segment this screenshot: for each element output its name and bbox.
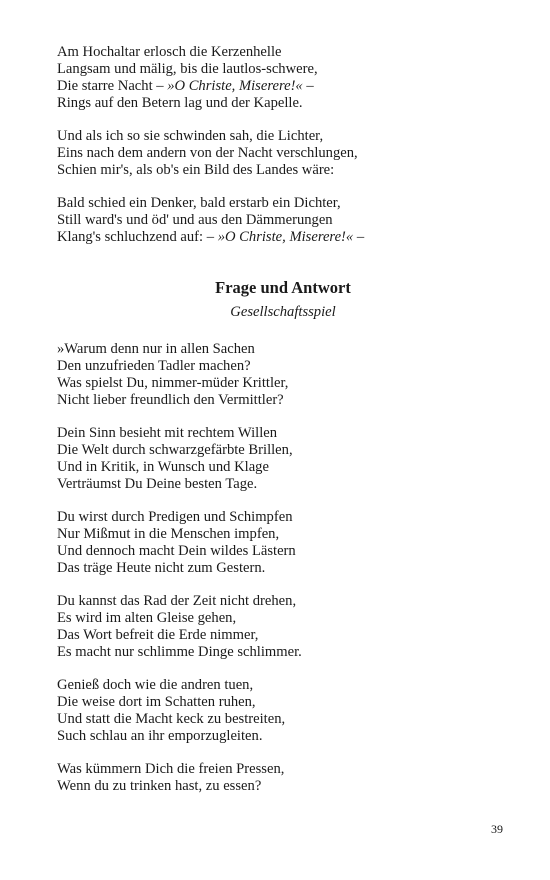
verse-text: Den unzufrieden Tadler machen? <box>57 358 251 374</box>
verse-line <box>57 44 497 61</box>
verse-text: Still ward's und öd' und aus den Dämmerungen <box>57 212 333 228</box>
verse-text: Dein Sinn besieht mit rechtem Willen <box>57 425 278 441</box>
verse-line <box>57 677 497 694</box>
verse-text: Verträumst Du Deine besten Tage. <box>57 476 258 492</box>
verse-line <box>57 610 497 627</box>
stanza <box>57 128 497 179</box>
verse-line <box>57 526 497 543</box>
verse-line <box>57 560 497 577</box>
poem-title: Frage und Antwort <box>215 278 351 297</box>
verse-line <box>57 162 497 179</box>
verse-line <box>57 95 497 112</box>
verse-line <box>57 229 497 246</box>
verse-text: Langsam und mälig, bis die lautlos-schwere, <box>57 61 318 77</box>
verse-text: Die weise dort im Schatten ruhen, <box>57 694 256 710</box>
stanza <box>57 341 497 409</box>
verse-text: Es wird im alten Gleise gehen, <box>57 610 237 626</box>
stanza <box>57 761 497 795</box>
verse-text: Das träge Heute nicht zum Gestern. <box>57 560 266 576</box>
stanza <box>57 425 497 493</box>
verse-italic: »O Christe, Miserere!« <box>167 78 303 94</box>
page-content <box>57 44 497 811</box>
verse-text: Schien mir's, als ob's ein Bild des Landes wäre: <box>57 162 335 178</box>
verse-line <box>57 425 497 442</box>
verse-line <box>57 476 497 493</box>
verse-text: Such schlau an ihr emporzugleiten. <box>57 728 263 744</box>
verse-text-after: – <box>353 229 365 245</box>
verse-line <box>57 627 497 644</box>
verse-text: Wenn du zu trinken hast, zu essen? <box>57 778 262 794</box>
verse-text-after: – <box>302 78 314 94</box>
verse-text: Nicht lieber freundlich den Vermittler? <box>57 392 284 408</box>
poem-one <box>57 44 497 246</box>
verse-text: Am Hochaltar erlosch die Kerzenhelle <box>57 44 282 60</box>
verse-text: Und dennoch macht Dein wildes Lästern <box>57 543 296 559</box>
verse-text: Du wirst durch Predigen und Schimpfen <box>57 509 293 525</box>
verse-text: Klang's schluchzend auf: – <box>57 229 218 245</box>
verse-line <box>57 358 497 375</box>
verse-text: Und statt die Macht keck zu bestreiten, <box>57 711 286 727</box>
verse-line <box>57 78 497 95</box>
stanza <box>57 677 497 745</box>
verse-line <box>57 694 497 711</box>
verse-italic: »O Christe, Miserere!« <box>217 229 354 245</box>
verse-text: Rings auf den Betern lag und der Kapelle. <box>57 95 303 111</box>
verse-text: Und als ich so sie schwinden sah, die Lichter, <box>57 128 324 144</box>
stanza <box>57 44 497 112</box>
verse-text: Nur Mißmut in die Menschen impfen, <box>57 526 280 542</box>
verse-text: Die starre Nacht – <box>57 78 168 94</box>
verse-text: Eins nach dem andern von der Nacht verschlungen, <box>57 145 358 161</box>
verse-line <box>57 761 497 778</box>
verse-line <box>57 375 497 392</box>
verse-text: Was spielst Du, nimmer-müder Krittler, <box>57 375 289 391</box>
verse-line <box>57 212 497 229</box>
verse-line <box>57 145 497 162</box>
verse-text: Genieß doch wie die andren tuen, <box>57 677 254 693</box>
verse-line <box>57 128 497 145</box>
verse-line <box>57 195 497 212</box>
stanza <box>57 593 497 661</box>
verse-line <box>57 459 497 476</box>
verse-line <box>57 442 497 459</box>
verse-line <box>57 341 497 358</box>
verse-line <box>57 593 497 610</box>
verse-text: Es macht nur schlimme Dinge schlimmer. <box>57 644 302 660</box>
verse-text: »Warum denn nur in allen Sachen <box>57 341 255 357</box>
verse-line <box>57 728 497 745</box>
verse-text: Bald schied ein Denker, bald erstarb ein Dichter, <box>57 195 341 211</box>
verse-text: Was kümmern Dich die freien Pressen, <box>57 761 285 777</box>
stanza <box>57 509 497 577</box>
verse-text: Das Wort befreit die Erde nimmer, <box>57 627 259 643</box>
verse-text: Und in Kritik, in Wunsch und Klage <box>57 459 269 475</box>
verse-line <box>57 509 497 526</box>
poem-subtitle: Gesellschaftsspiel <box>230 304 336 320</box>
verse-line <box>57 711 497 728</box>
verse-text: Du kannst das Rad der Zeit nicht drehen, <box>57 593 297 609</box>
verse-line <box>57 644 497 661</box>
stanza <box>57 195 497 246</box>
verse-line <box>57 61 497 78</box>
verse-line <box>57 543 497 560</box>
verse-line <box>57 392 497 409</box>
verse-line <box>57 778 497 795</box>
verse-text: Die Welt durch schwarzgefärbte Brillen, <box>57 442 293 458</box>
page-number: 39 <box>491 822 503 836</box>
poem-two <box>57 341 497 795</box>
